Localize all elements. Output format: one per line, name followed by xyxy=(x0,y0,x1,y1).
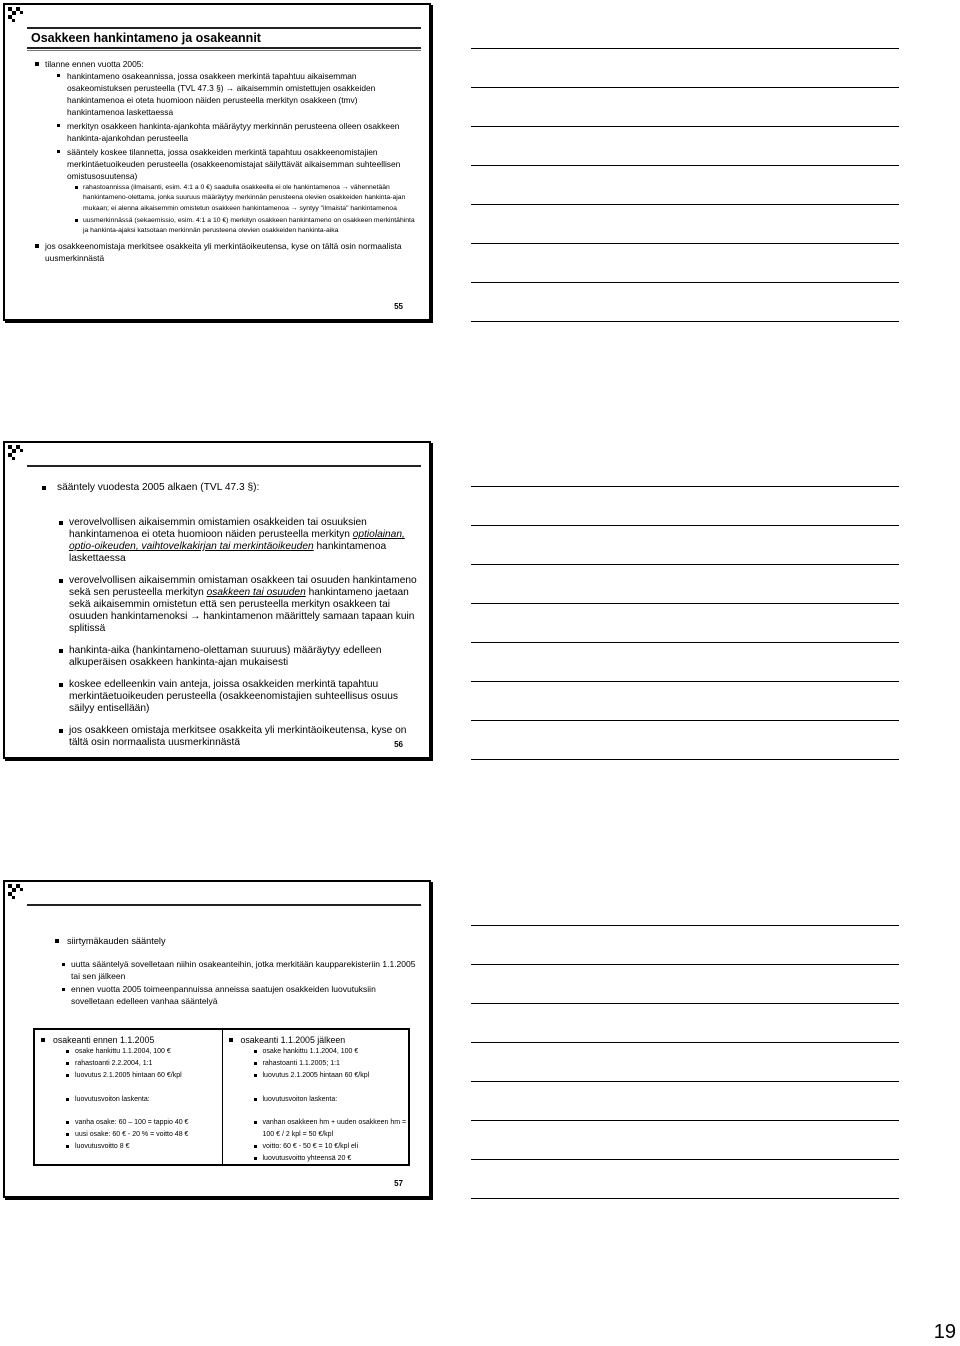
emphasis-text: osakkeen tai osuuden xyxy=(206,587,306,598)
slide-corner-ornament xyxy=(8,445,30,467)
table-column-after-2005 xyxy=(222,1030,409,1164)
list-item: luovutus 2.1.2005 hintaan 60 €/kpl xyxy=(75,1070,222,1082)
bullet-item: hankintameno osakeannissa, jossa osakkeen merkintä tapahtuu aikaisemman osakeomistuksen perusteella (TVL 47.3 §) → aikaisemmin omistettujen osakkeiden hankintamenoa ei oteta huomioon näiden perusteella merkityn osakkeen (tmv) hankintamenoa laskettaessa xyxy=(67,70,415,118)
bullet-item xyxy=(69,517,419,565)
bullet-item: koskee edelleenkin vain anteja, joissa osakkeiden merkintä tapahtuu merkintäetuoikeuden perusteella (osakkeenomistajien suhteellisus osuus säilyy entisellään) xyxy=(69,679,419,715)
list-item: luovutus 2.1.2005 hintaan 60 €/kpl xyxy=(263,1070,409,1082)
bullet-item: merkityn osakkeen hankinta-ajankohta määräytyy merkinnän perusteena olleen osakkeen hankinta-ajankohdan perusteella xyxy=(67,120,415,144)
sub-bullet-item: rahastoannissa (ilmaisanti, esim. 4:1 a 0 €) saadulla osakkeella ei ole hankintamenoa → vähennetään hankintameno-olettama, jonka suuruus määräytyy merkinnän perusteena olevien osakkeiden hankinta-ajan mukaan; ei alenna aikaisemmin omistetun osakkeen hankintamenoa → syntyy "ilmaista" hankintamenoa xyxy=(83,183,415,214)
list-item: osake hankittu 1.1.2004, 100 € xyxy=(263,1046,409,1058)
text: hankintamenoa laskettaessa xyxy=(69,541,387,564)
list-item: rahastoanti 2.2.2004, 1:1 xyxy=(75,1058,222,1070)
text: hankintameno jaetaan sekä aikaisemmin omistetun että sen perusteella merkityn osakkeen tai osuuden hankintamenoksi → hankintamenon määrittely samaan tapaan kuin splitissä xyxy=(69,587,415,634)
list-item: vanha osake: 60 – 100 = tappio 40 € xyxy=(75,1117,222,1129)
calc-label: luovutusvoiton laskenta: xyxy=(75,1094,222,1106)
list-item: luovutusvoitto yhteensä 20 € xyxy=(263,1153,409,1165)
calc-label: luovutusvoiton laskenta: xyxy=(263,1094,409,1106)
slide-body xyxy=(45,58,415,265)
bullet-text: siirtymäkauden sääntely xyxy=(67,936,166,946)
title-rule-top xyxy=(27,904,421,906)
sub-bullet-item: uusmerkinnässä (sekaemissio, esim. 4:1 a 10 €) merkityn osakkeen hankintameno on osakkeen merkintähinta ja hankinta-ajaksi katsotaan merkinnän perusteena olevien osakkeiden hankinta-aika xyxy=(83,216,415,237)
slide-corner-ornament xyxy=(8,7,30,29)
text: verovelvollisen aikaisemmin omistamien osakkeiden tai osuuksien hankintamenoa ei oteta huomioon näiden perusteella merkityn xyxy=(69,517,367,540)
bullet-item: uutta sääntelyä sovelletaan niihin osakeanteihin, jotka merkitään kaupparekisteriin 1.1.2005 tai sen jälkeen xyxy=(71,959,421,982)
bullet-item xyxy=(67,935,421,947)
bullet-item: ennen vuotta 2005 toimeenpannuissa anneissa saatujen osakkeiden luovutuksiin sovelletaan edelleen vanhaa sääntelyä xyxy=(71,984,421,1007)
comparison-table xyxy=(33,1028,410,1166)
list-item: voitto: 60 € - 50 € = 10 €/kpl eli xyxy=(263,1141,409,1153)
list-item: osake hankittu 1.1.2004, 100 € xyxy=(75,1046,222,1058)
list-item: uusi osake: 60 € - 20 % = voitto 48 € xyxy=(75,1129,222,1141)
slide-number: 56 xyxy=(394,740,403,749)
slide-title: Osakkeen hankintameno ja osakeannit xyxy=(31,31,261,45)
table-column-before-2005 xyxy=(35,1030,222,1164)
bullet-item: hankinta-aika (hankintameno-olettaman suuruus) määräytyy edelleen alkuperäisen osakkeen hankinta-ajan mukaisesti xyxy=(69,645,419,669)
bullet-item xyxy=(45,58,415,236)
bullet-text: sääntely vuodesta 2005 alkaen (TVL 47.3 §): xyxy=(57,482,260,493)
slide-body xyxy=(57,482,419,759)
column-header: osakeanti ennen 1.1.2005 xyxy=(53,1034,222,1046)
title-rule-thin xyxy=(27,50,421,51)
bullet-text: sääntely koskee tilannetta, jossa osakkeiden merkintä tapahtuu osakkeenomistajien merkintäetuoikeuden perusteella (osakkeenomistajat säilyttävät aikaisemman suhteellisen omistusosuutensa) xyxy=(67,147,401,181)
bullet-item xyxy=(57,482,419,494)
slide-body xyxy=(51,935,421,1009)
title-rule-bottom xyxy=(27,47,421,49)
slide-56 xyxy=(3,441,431,759)
list-item: vanhan osakkeen hm + uuden osakkeen hm = 100 € / 2 kpl = 50 €/kpl xyxy=(263,1117,413,1141)
text: verovelvollisen aikaisemmin omistaman osakkeen tai osuuden hankintameno sekä sen perusteella merkityn xyxy=(69,575,417,598)
slide-55 xyxy=(3,3,431,321)
slide-number: 57 xyxy=(394,1179,403,1188)
slide-corner-ornament xyxy=(8,884,30,906)
title-rule-top xyxy=(27,27,421,29)
title-rule-top xyxy=(27,465,421,467)
list-item: luovutusvoitto 8 € xyxy=(75,1141,222,1153)
column-header: osakeanti 1.1.2005 jälkeen xyxy=(241,1034,409,1046)
list-item: rahastoanti 1.1.2005; 1:1 xyxy=(263,1058,409,1070)
bullet-item xyxy=(69,575,419,635)
emphasis-text: optiolainan, optio-oikeuden, vaihtovelkakirjan tai merkintäoikeuden xyxy=(69,529,405,552)
page-number: 19 xyxy=(933,1321,956,1343)
slide-57 xyxy=(3,880,431,1198)
bullet-item: jos osakkeen omistaja merkitsee osakkeita yli merkintäoikeutensa, kyse on tältä osin normaalista uusmerkinnästä xyxy=(69,725,419,749)
bullet-item: jos osakkeenomistaja merkitsee osakkeita yli merkintäoikeutensa, kyse on tältä osin normaalista uusmerkinnästä xyxy=(45,240,415,264)
bullet-text: tilanne ennen vuotta 2005: xyxy=(45,59,144,69)
bullet-item xyxy=(67,146,415,236)
slide-number: 55 xyxy=(394,302,403,311)
